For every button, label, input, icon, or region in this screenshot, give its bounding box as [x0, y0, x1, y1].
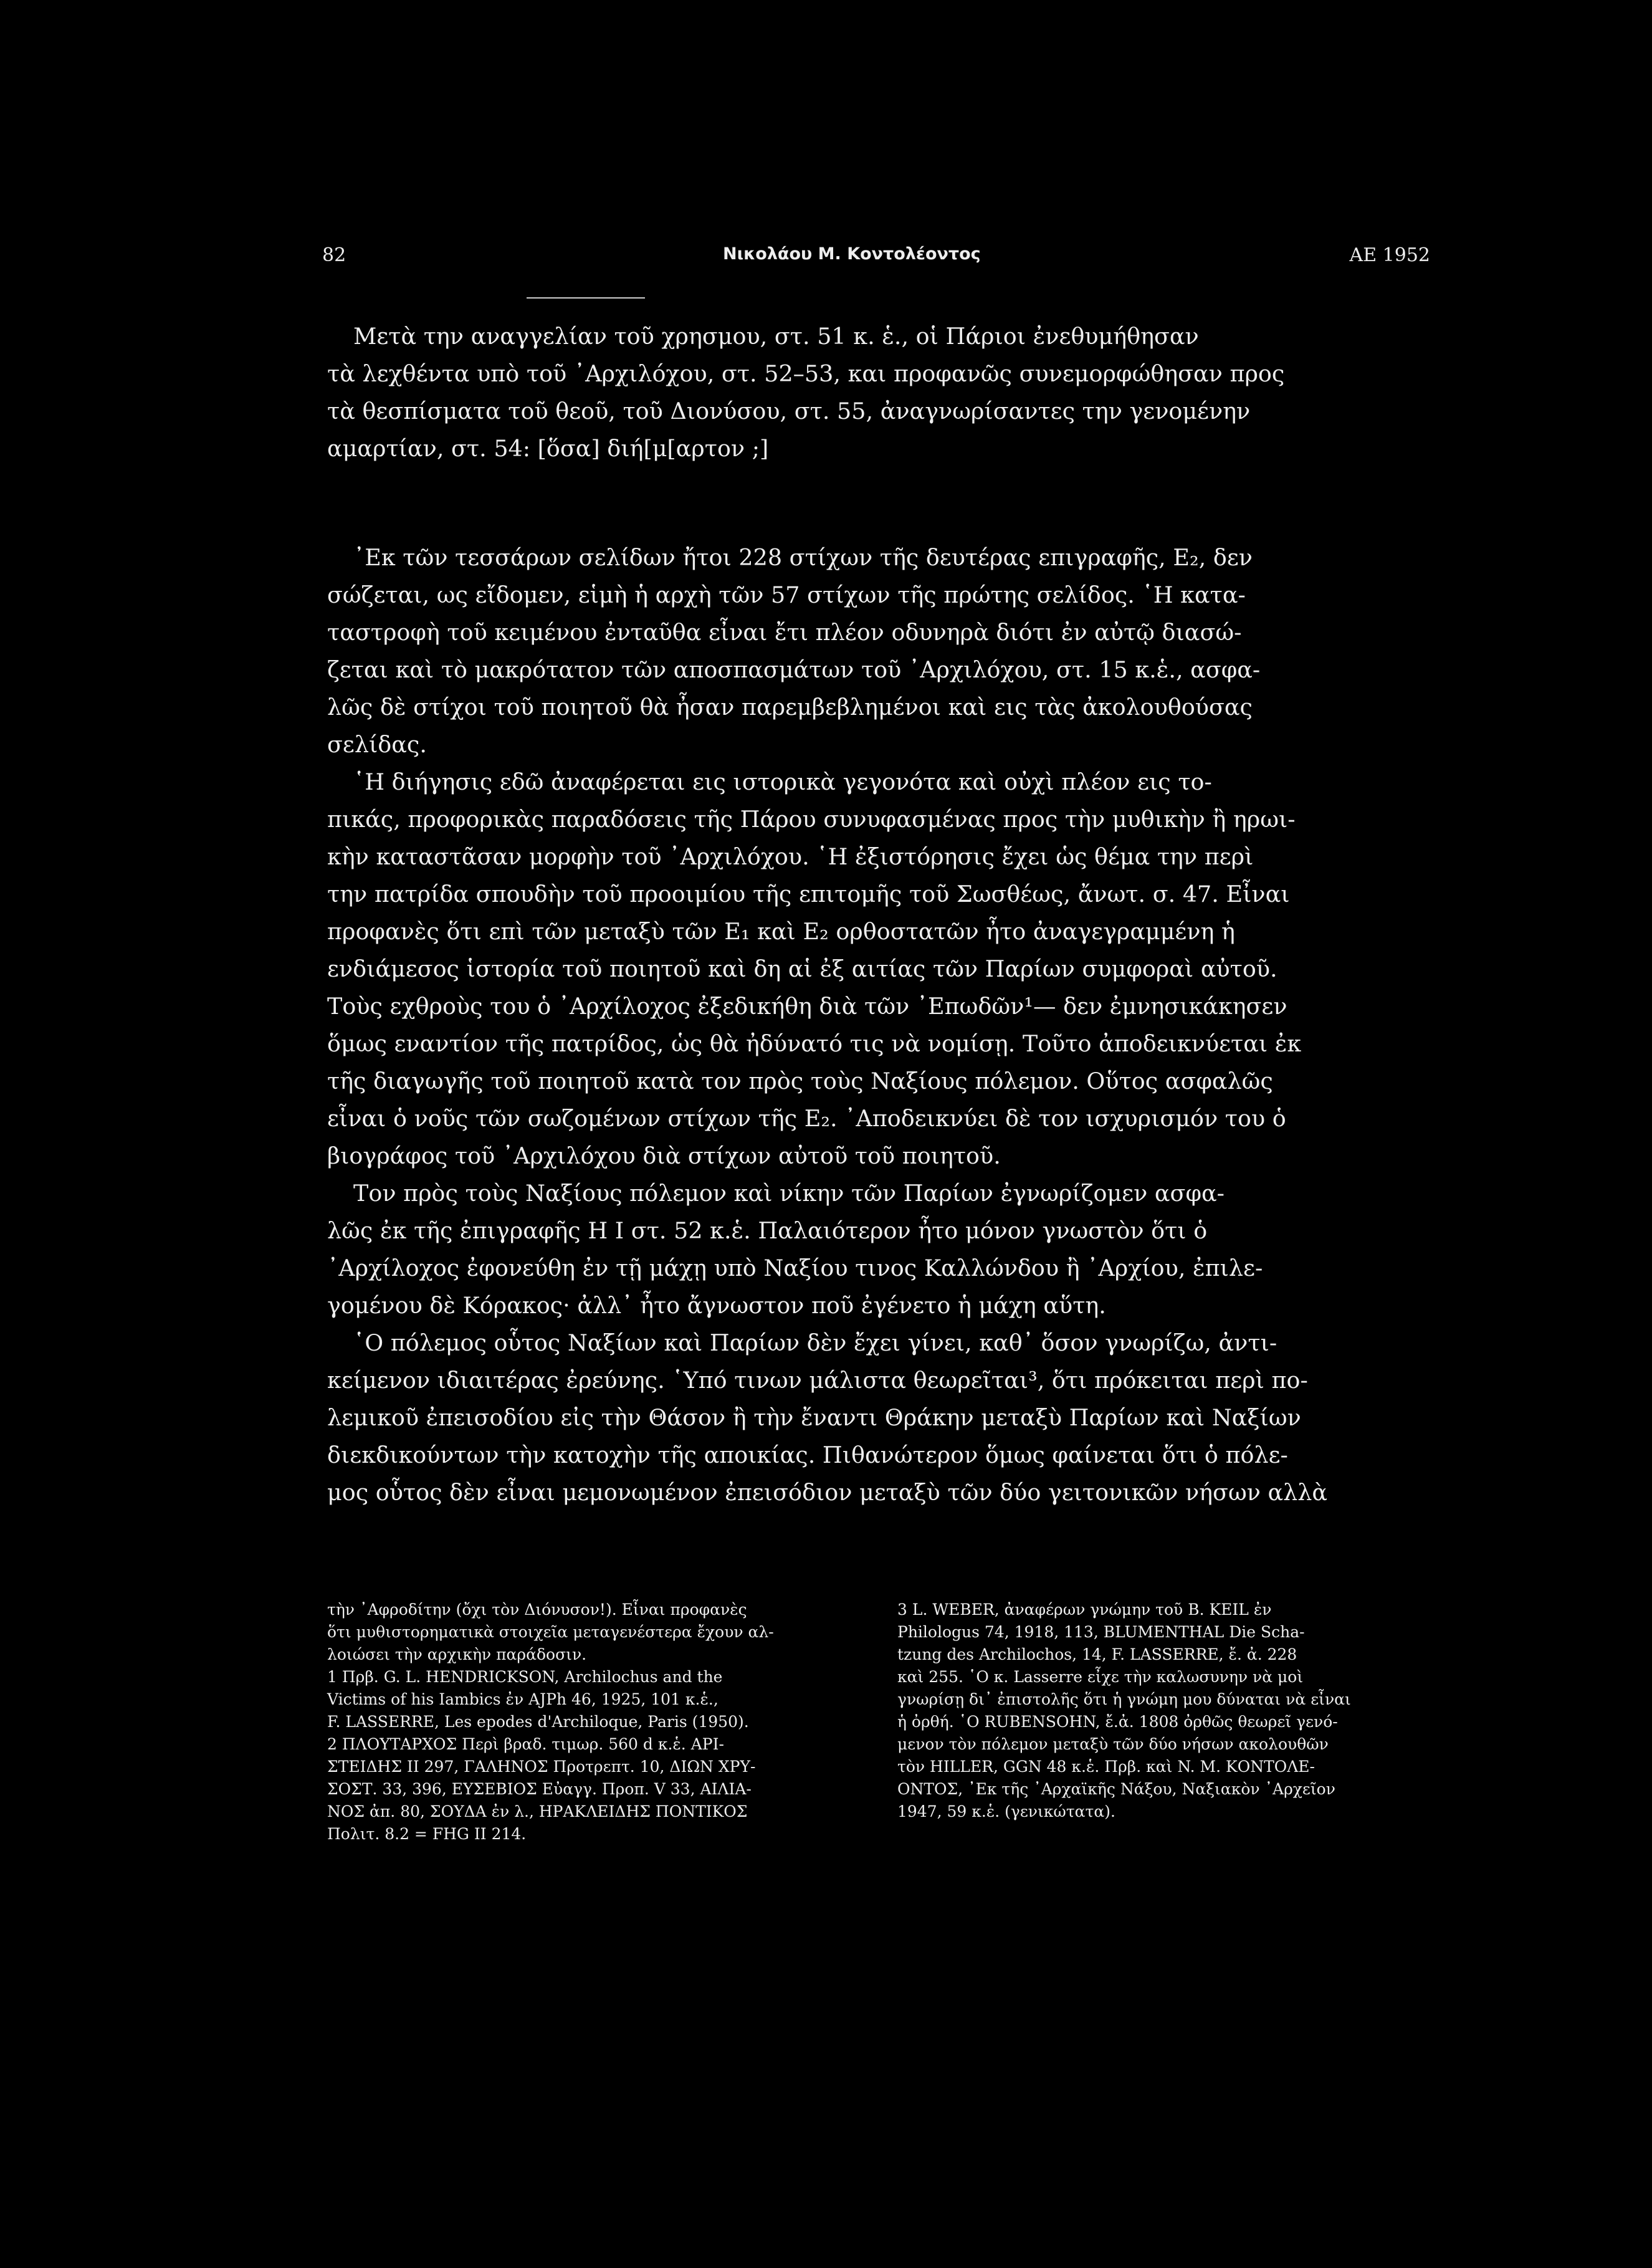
- body-line: ῾Ο πόλεμος οὗτος Ναξίων καὶ Παρίων δὲν ἔχει γίνει, καθ᾿ ὅσον γνωρίζω, ἀντι-: [353, 1329, 1277, 1356]
- footnote-line: καὶ 255. ῾Ο κ. Lasserre εἶχε τὴν καλωσυνην νὰ μοὶ: [897, 1668, 1304, 1686]
- running-head-journal: ΑΕ 1952: [1349, 244, 1430, 266]
- footnote-line: 2 ΠΛΟΥΤΑΡΧΟΣ Περὶ βραδ. τιμωρ. 560 d κ.ἑ. ΑΡΙ-: [327, 1735, 724, 1753]
- body-line: πικάς, προφορικὰς παραδόσεις τῆς Πάρου συνυφασμένας προς τὴν μυθικὴν ἢ ηρωι-: [327, 806, 1296, 833]
- header-rule: [527, 297, 645, 299]
- body-line: την πατρίδα σπουδὴν τοῦ προοιμίου τῆς επιτομῆς τοῦ Σωσθέως, ἄνωτ. σ. 47. Εἶναι: [327, 881, 1290, 907]
- page-number: 82: [322, 244, 346, 266]
- body-line: γομένου δὲ Κόρακος· ἀλλ᾿ ἦτο ἄγνωστον ποῦ ἐγένετο ἡ μάχη αὕτη.: [327, 1292, 1106, 1319]
- journal-page: [315, 237, 1443, 2094]
- body-line: τὰ λεχθέντα υπὸ τοῦ ᾿Αρχιλόχου, στ. 52–53, και προφανῶς συνεμορφώθησαν προς: [327, 360, 1285, 387]
- footnote-line: ΣΟΣΤ. 33, 396, ΕΥΣΕΒΙΟΣ Εὐαγγ. Προπ. V 33, ΑΙΛΙΑ-: [327, 1780, 752, 1798]
- footnote-line: 1 Πρβ. G. L. HENDRICKSON, Archilochus and the: [327, 1668, 723, 1686]
- body-line: ᾿Αρχίλοχος ἐφονεύθη ἐν τῇ μάχῃ υπὸ Ναξίου τινος Καλλώνδου ἢ ᾿Αρχίου, ἐπιλε-: [327, 1255, 1263, 1281]
- body-line: κὴν καταστᾶσαν μορφὴν τοῦ ᾿Αρχιλόχου. ῾Η ἐξιστόρησις ἔχει ὡς θέμα την περὶ: [327, 843, 1254, 870]
- running-header: [315, 237, 1443, 274]
- body-line: σελίδας.: [327, 731, 427, 758]
- body-line: Τον πρὸς τοὺς Ναξίους πόλεμον καὶ νίκην τῶν Παρίων ἐγνωρίζομεν ασφα-: [353, 1180, 1225, 1207]
- body-line: βιογράφος τοῦ ᾿Αρχιλόχου διὰ στίχων αὐτοῦ τοῦ ποιητοῦ.: [327, 1142, 1001, 1169]
- footnote-line: F. LASSERRE, Les epodes d'Archiloque, Paris (1950).: [327, 1713, 749, 1731]
- body-line: Τοὺς εχθροὺς του ὁ ᾿Αρχίλοχος ἐξεδικήθη διὰ τῶν ᾿Επωδῶν¹— δεν ἐμνησικάκησεν: [327, 993, 1287, 1020]
- footnote-line: ΝΟΣ ἀπ. 80, ΣΟΥΔΑ ἐν λ., ΗΡΑΚΛΕΙΔΗΣ ΠΟΝΤΙΚΟΣ: [327, 1802, 748, 1821]
- footnote-line: ὅτι μυθιστορηματικὰ στοιχεῖα μεταγενέστερα ἔχουν αλ-: [327, 1623, 774, 1641]
- body-line: ενδιάμεσος ἱστορία τοῦ ποιητοῦ καὶ δη αἱ ἐξ αιτίας τῶν Παρίων συμφοραὶ αὐτοῦ.: [327, 955, 1277, 982]
- footnote-line: γνωρίσῃ δι᾿ ἐπιστολῆς ὅτι ἡ γνώμη μου δύναται νὰ εἶναι: [897, 1690, 1351, 1708]
- footnote-line: tzung des Archilochos, 14, F. LASSERRE, ἔ. ἀ. 228: [897, 1645, 1297, 1663]
- body-line: ᾿Εκ τῶν τεσσάρων σελίδων ἤτοι 228 στίχων τῆς δευτέρας επιγραφῆς, E₂, δεν: [353, 544, 1253, 571]
- footnote-line: μενον τὸν πόλεμον μεταξὺ τῶν δύο νήσων ακολουθῶν: [897, 1735, 1329, 1753]
- body-line: ζεται καὶ τὸ μακρότατον τῶν αποσπασμάτων τοῦ ᾿Αρχιλόχου, στ. 15 κ.ἑ., ασφα-: [327, 656, 1261, 683]
- footnote-line: τὴν ᾿Αφροδίτην (ὄχι τὸν Διόνυσον!). Εἶναι προφανὲς: [327, 1601, 747, 1619]
- body-line: διεκδικούντων τὴν κατοχὴν τῆς αποικίας. Πιθανώτερον ὅμως φαίνεται ὅτι ὁ πόλε-: [327, 1442, 1288, 1468]
- body-line: ῾Η διήγησις εδῶ ἀναφέρεται εις ιστορικὰ γεγονότα καὶ οὐχὶ πλέον εις το-: [353, 768, 1212, 795]
- footnote-line: ΣΤΕΙΔΗΣ ΙΙ 297, ΓΑΛΗΝΟΣ Προτρεπτ. 10, ΔΙΩΝ ΧΡΥ-: [327, 1758, 756, 1776]
- body-line: ταστροφὴ τοῦ κειμένου ἐνταῦθα εἶναι ἔτι πλέον οδυνηρὰ διότι ἐν αὐτῷ διασώ-: [327, 619, 1242, 646]
- footnote-line: 1947, 59 κ.ἑ. (γενικώτατα).: [897, 1802, 1115, 1821]
- body-line: προφανὲς ὅτι επὶ τῶν μεταξὺ τῶν E₁ καὶ E₂ ορθοστατῶν ἦτο ἀναγεγραμμένη ἡ: [327, 918, 1235, 945]
- footnote-line: ἡ ὀρθή. ῾Ο RUBENSOHN, ἔ.ἀ. 1808 ὀρθῶς θεωρεῖ γενό-: [897, 1713, 1338, 1731]
- body-line: τῆς διαγωγῆς τοῦ ποιητοῦ κατὰ τον πρὸς τοὺς Ναξίους πόλεμον. Οὕτος ασφαλῶς: [327, 1068, 1273, 1094]
- footnote-line: Πολιτ. 8.2 = FHG II 214.: [327, 1825, 527, 1843]
- body-line: λῶς δὲ στίχοι τοῦ ποιητοῦ θὰ ἦσαν παρεμβεβλημένοι καὶ εις τὰς ἀκολουθούσας: [327, 694, 1253, 720]
- body-line: λεμικοῦ ἐπεισοδίου εἰς τὴν Θάσον ἢ τὴν ἔναντι Θράκην μεταξὺ Παρίων καὶ Ναξίων: [327, 1404, 1301, 1431]
- body-line: Μετὰ την αναγγελίαν τοῦ χρησμου, στ. 51 κ. ἑ., οἱ Πάριοι ἐνεθυμήθησαν: [353, 323, 1199, 350]
- body-line: μος οὗτος δὲν εἶναι μεμονωμένον ἐπεισόδιον μεταξὺ τῶν δύο γειτονικῶν νήσων αλλὰ: [327, 1479, 1328, 1506]
- footnote-line: Victims of his Iambics ἐν AJPh 46, 1925, 101 κ.ἑ.,: [327, 1690, 719, 1708]
- running-head-author: Νικολάου Μ. Κοντολέοντος: [723, 244, 981, 264]
- body-line: ὅμως εναντίον τῆς πατρίδος, ὡς θὰ ἠδύνατό τις νὰ νομίσῃ. Τοῦτο ἀποδεικνύεται ἐκ: [327, 1030, 1302, 1057]
- body-line: λῶς ἐκ τῆς ἐπιγραφῆς H I στ. 52 κ.ἑ. Παλαιότερον ἦτο μόνον γνωστὸν ὅτι ὁ: [327, 1217, 1208, 1244]
- footnote-line: 3 L. WEBER, ἀναφέρων γνώμην τοῦ B. KEIL ἐν: [897, 1601, 1272, 1619]
- body-line: σώζεται, ως εἴδομεν, εἱμὴ ἡ αρχὴ τῶν 57 στίχων τῆς πρώτης σελίδος. ῾Η κατα-: [327, 581, 1246, 608]
- footnote-line: ΟΝΤΟΣ, ᾿Εκ τῆς ᾿Αρχαϊκῆς Νάξου, Ναξιακὸν ᾿Αρχεῖον: [897, 1780, 1335, 1798]
- body-line: αμαρτίαν, στ. 54: [ὅσα] διή[μ[αρτον ;]: [327, 435, 769, 462]
- body-line: κείμενον ιδιαιτέρας ἐρεύνης. ῾Υπό τινων μάλιστα θεωρεῖται³, ὅτι πρόκειται περὶ πο-: [327, 1367, 1308, 1394]
- footnote-line: Philologus 74, 1918, 113, BLUMENTHAL Die Scha-: [897, 1623, 1305, 1641]
- body-line: τὰ θεσπίσματα τοῦ θεοῦ, τοῦ Διονύσου, στ. 55, ἀναγνωρίσαντες την γενομένην: [327, 398, 1251, 424]
- footnote-line: τὸν HILLER, GGN 48 κ.ἑ. Πρβ. καὶ N. M. ΚΟΝΤΟΛΕ-: [897, 1758, 1315, 1776]
- footnote-line: λοιώσει τὴν αρχικὴν παράδοσιν.: [327, 1645, 587, 1663]
- body-line: εἶναι ὁ νοῦς τῶν σωζομένων στίχων τῆς E₂. ᾿Αποδεικνύει δὲ τον ισχυρισμόν του ὁ: [327, 1105, 1286, 1132]
